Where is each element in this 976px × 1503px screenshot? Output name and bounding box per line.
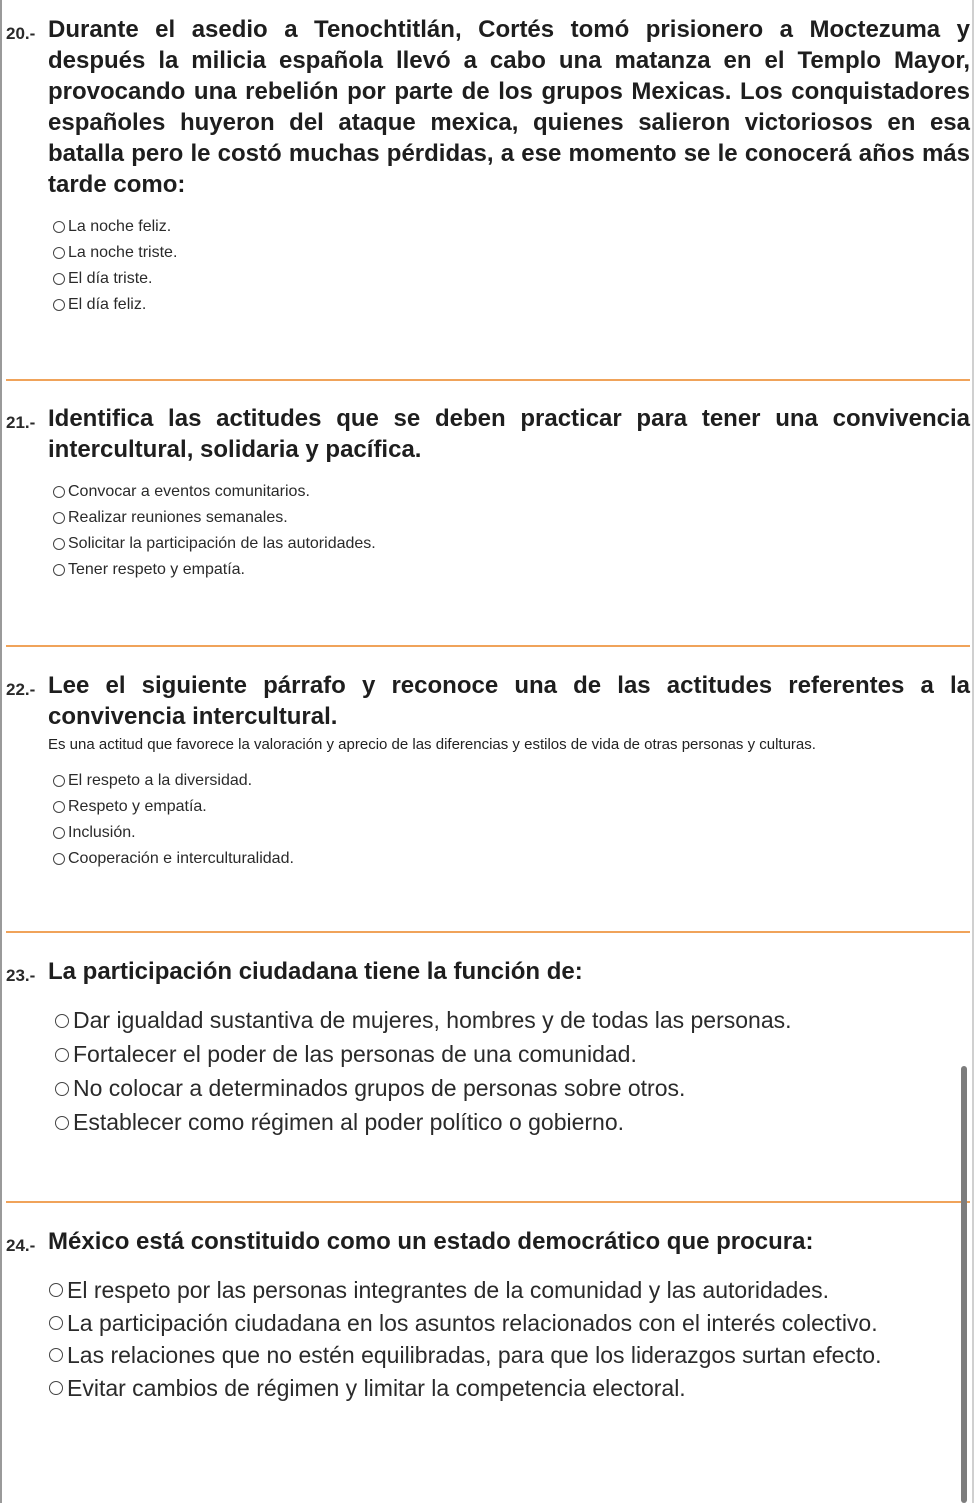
option[interactable]: El día triste. [53,266,970,292]
question-20 [6,14,970,318]
divider [6,645,970,647]
option[interactable]: Dar igualdad sustantiva de mujeres, hombres y de todas las personas. [55,1003,970,1037]
radio-icon[interactable] [53,273,65,285]
radio-icon[interactable] [55,1116,69,1130]
options-list [6,768,970,872]
question-number: 24.- [6,1236,36,1255]
option[interactable]: No colocar a determinados grupos de personas sobre otros. [55,1071,970,1105]
options-list [6,479,970,583]
radio-icon[interactable] [49,1283,63,1297]
question-text: 24.- México está constituido como un estado democrático que procura: [6,1226,970,1257]
option[interactable]: Cooperación e interculturalidad. [53,846,970,872]
radio-icon[interactable] [53,512,65,524]
radio-icon[interactable] [49,1381,63,1395]
radio-icon[interactable] [53,538,65,550]
radio-icon[interactable] [53,853,65,865]
divider [6,379,970,381]
radio-icon[interactable] [55,1082,69,1096]
option[interactable]: Convocar a eventos comunitarios. [53,479,970,505]
options-list [6,1003,970,1139]
radio-icon[interactable] [53,775,65,787]
question-number: 21.- [6,413,36,432]
question-number: 20.- [6,24,36,43]
radio-icon[interactable] [55,1048,69,1062]
scrollbar[interactable] [961,1066,967,1503]
options-list [6,1273,935,1405]
option[interactable]: Establecer como régimen al poder político o gobierno. [55,1105,970,1139]
question-24 [6,1226,970,1405]
divider [6,1201,970,1203]
question-text: 23.- La participación ciudadana tiene la función de: [6,956,970,987]
question-text: 21.- Identifica las actitudes que se deben practicar para tener una convivencia intercultural, solidaria y pacífica. [6,405,970,463]
option[interactable]: Las relaciones que no estén equilibradas, para que los liderazgos surtan efecto. [51,1339,935,1371]
question-subtext: Es una actitud que favorece la valoración y aprecio de las diferencias y estilos de vida de otras personas y culturas. [48,736,816,753]
option[interactable]: El día feliz. [53,292,970,318]
option[interactable]: Solicitar la participación de las autoridades. [53,531,970,557]
question-21 [6,403,970,583]
radio-icon[interactable] [53,827,65,839]
radio-icon[interactable] [53,247,65,259]
question-number: 23.- [6,966,36,985]
option[interactable]: Realizar reuniones semanales. [53,505,970,531]
question-text: 22.- Lee el siguiente párrafo y reconoce una de las actitudes referentes a la convivencia intercultural. [6,672,970,730]
radio-icon[interactable] [49,1348,63,1362]
radio-icon[interactable] [53,299,65,311]
option[interactable]: El respeto por las personas integrantes de la comunidad y las autoridades. [51,1273,935,1307]
question-22 [6,670,970,872]
radio-icon[interactable] [53,486,65,498]
question-23 [6,956,970,1139]
options-list [6,214,970,318]
option[interactable]: La noche triste. [53,240,970,266]
option[interactable]: Respeto y empatía. [53,794,970,820]
option[interactable]: La noche feliz. [53,214,970,240]
divider [6,931,970,933]
option[interactable]: La participación ciudadana en los asuntos relacionados con el interés colectivo. [51,1307,935,1339]
radio-icon[interactable] [53,221,65,233]
question-text: 20.- Durante el asedio a Tenochtitlán, Cortés tomó prisionero a Moctezuma y después la milicia española llevó a cabo una matanza en el Templo Mayor, provocando una rebelión por parte de los grupos Mexicas. Los conquistadores españoles huyeron del ataque mexica, quienes salieron victoriosos en esa batalla pero le costó muchas pérdidas, a ese momento se le conocerá años más tarde como: [6,16,970,198]
radio-icon[interactable] [49,1316,63,1330]
question-number: 22.- [6,680,36,699]
option[interactable]: Evitar cambios de régimen y limitar la competencia electoral. [51,1371,935,1405]
option[interactable]: Inclusión. [53,820,970,846]
radio-icon[interactable] [53,564,65,576]
option[interactable]: El respeto a la diversidad. [53,768,970,794]
option[interactable]: Fortalecer el poder de las personas de una comunidad. [55,1037,970,1071]
radio-icon[interactable] [53,801,65,813]
radio-icon[interactable] [55,1014,69,1028]
option[interactable]: Tener respeto y empatía. [53,557,970,583]
